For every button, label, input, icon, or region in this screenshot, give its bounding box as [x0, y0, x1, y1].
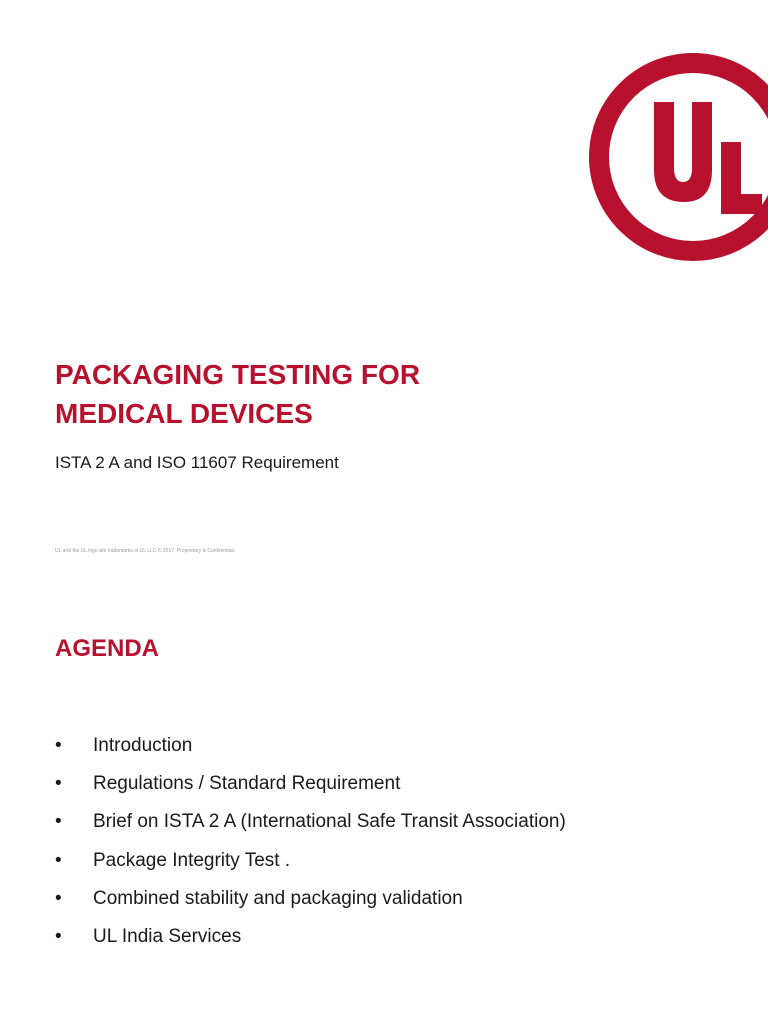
agenda-item-text: Introduction — [93, 735, 193, 756]
page-title-line-1: PACKAGING TESTING FOR — [55, 359, 421, 390]
ul-logo-letter-l — [721, 142, 762, 214]
agenda-item-text: Brief on ISTA 2 A (International Safe Transit Association) — [93, 811, 566, 833]
bullet-icon: • — [55, 925, 62, 947]
ul-logo-ring — [599, 63, 768, 251]
ul-logo-graphic — [588, 52, 768, 262]
agenda-slide — [0, 590, 768, 1024]
page-title — [55, 355, 615, 433]
bullet-icon: • — [55, 811, 62, 833]
page-title-line-2: MEDICAL DEVICES — [55, 398, 313, 429]
agenda-item-text: Combined stability and packaging validation — [93, 887, 463, 909]
bullet-icon: • — [55, 887, 62, 909]
trademark-notice: UL and the UL logo are trademarks of UL LLC © 2017. Proprietary & Confidential. — [55, 548, 236, 554]
agenda-item-text: Package Integrity Test . — [93, 849, 291, 871]
agenda-item-text: UL India Services — [93, 925, 242, 947]
ul-logo-letter-u — [654, 102, 712, 202]
agenda-title: AGENDA — [55, 635, 160, 662]
agenda-item-text: Regulations / Standard Requirement — [93, 773, 401, 795]
bullet-icon: • — [55, 773, 62, 795]
bullet-icon: • — [55, 735, 62, 756]
ul-logo-icon — [588, 52, 768, 262]
page-subtitle: ISTA 2 A and ISO 11607 Requirement — [55, 453, 339, 472]
bullet-icon: • — [55, 849, 62, 871]
